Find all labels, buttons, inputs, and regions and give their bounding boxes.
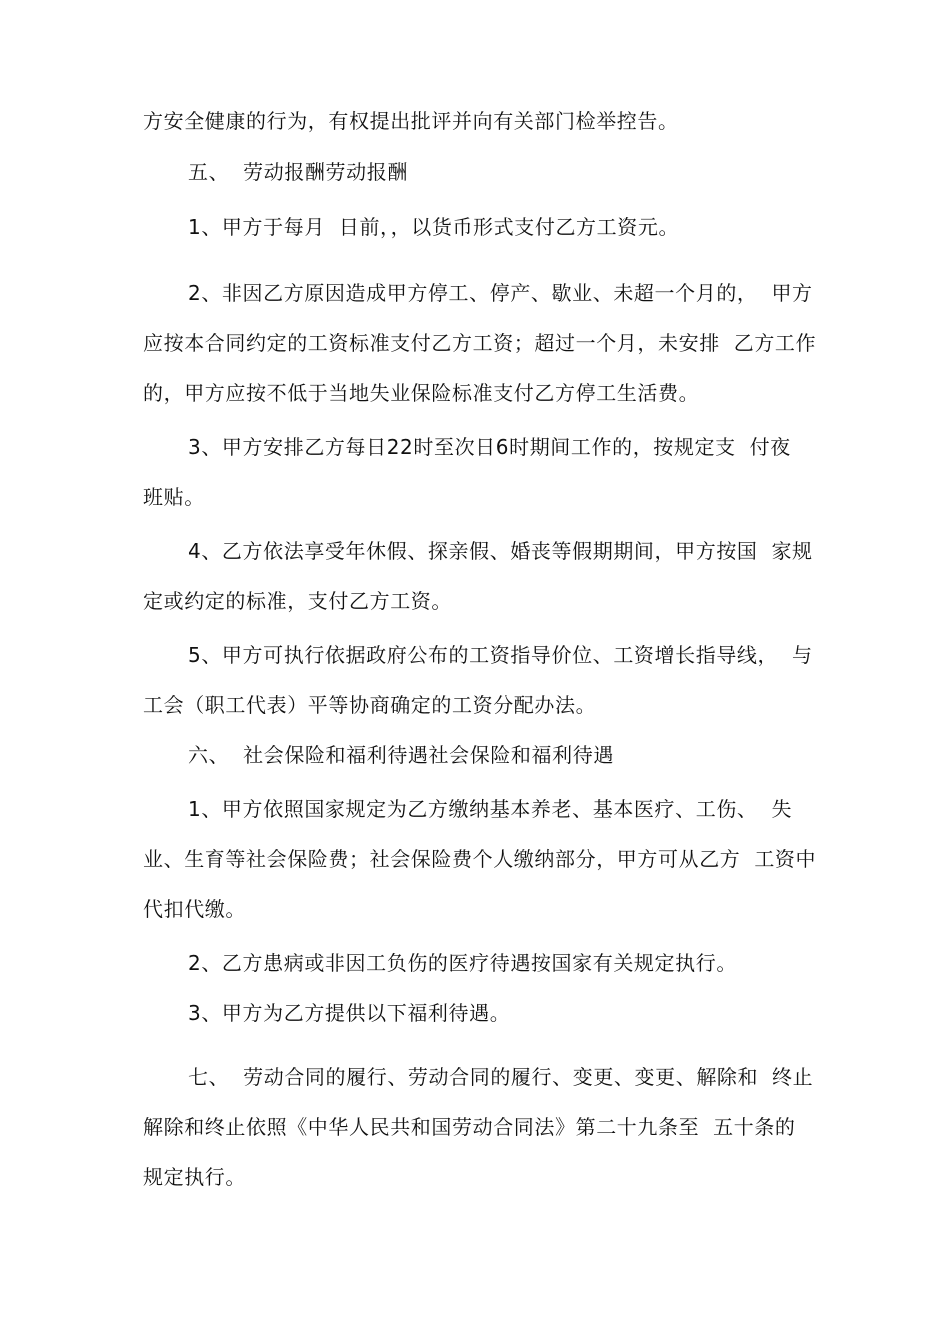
text-line: 代扣代缴。: [143, 897, 246, 921]
text-line: 应按本合同约定的工资标准支付乙方工资；超过一个月，未安排 乙方工作: [143, 331, 817, 355]
section-heading: 七、 劳动合同的履行、劳动合同的履行、变更、变更、解除和 终止: [188, 1065, 814, 1089]
text-line: 定或约定的标准，支付乙方工资。: [143, 589, 452, 613]
text-line: 5、甲方可执行依据政府公布的工资指导价位、工资增长指导线， 与: [188, 643, 813, 667]
text-line: 3、甲方安排乙方每日22时至次日6时期间工作的，按规定支 付夜: [188, 435, 791, 459]
text-line: 4、乙方依法享受年休假、探亲假、婚丧等假期期间，甲方按国 家规: [188, 539, 813, 563]
text-line: 3、甲方为乙方提供以下福利待遇。: [188, 1001, 511, 1025]
text-line: 1、甲方于每月 日前，，以货币形式支付乙方工资元。: [188, 215, 680, 239]
text-line: 业、生育等社会保险费；社会保险费个人缴纳部分，甲方可从乙方 工资中: [143, 847, 817, 871]
text-line: 1、甲方依照国家规定为乙方缴纳基本养老、基本医疗、工伤、 失: [188, 797, 793, 821]
text-line: 工会（职工代表）平等协商确定的工资分配办法。: [143, 693, 597, 717]
text-line: 2、非因乙方原因造成甲方停工、停产、歇业、未超一个月的， 甲方: [188, 281, 813, 305]
text-line: 的，甲方应按不低于当地失业保险标准支付乙方停工生活费。: [143, 381, 700, 405]
section-heading: 六、 社会保险和福利待遇社会保险和福利待遇: [188, 743, 614, 767]
text-line: 解除和终止依照《中华人民共和国劳动合同法》第二十九条至 五十条的: [143, 1115, 796, 1139]
text-line: 2、乙方患病或非因工负伤的医疗待遇按国家有关规定执行。: [188, 951, 737, 975]
section-heading: 五、 劳动报酬劳动报酬: [188, 160, 408, 184]
text-line: 规定执行。: [143, 1165, 246, 1189]
text-line: 班贴。: [143, 485, 205, 509]
text-line: 方安全健康的行为，有权提出批评并向有关部门检举控告。: [143, 109, 679, 133]
